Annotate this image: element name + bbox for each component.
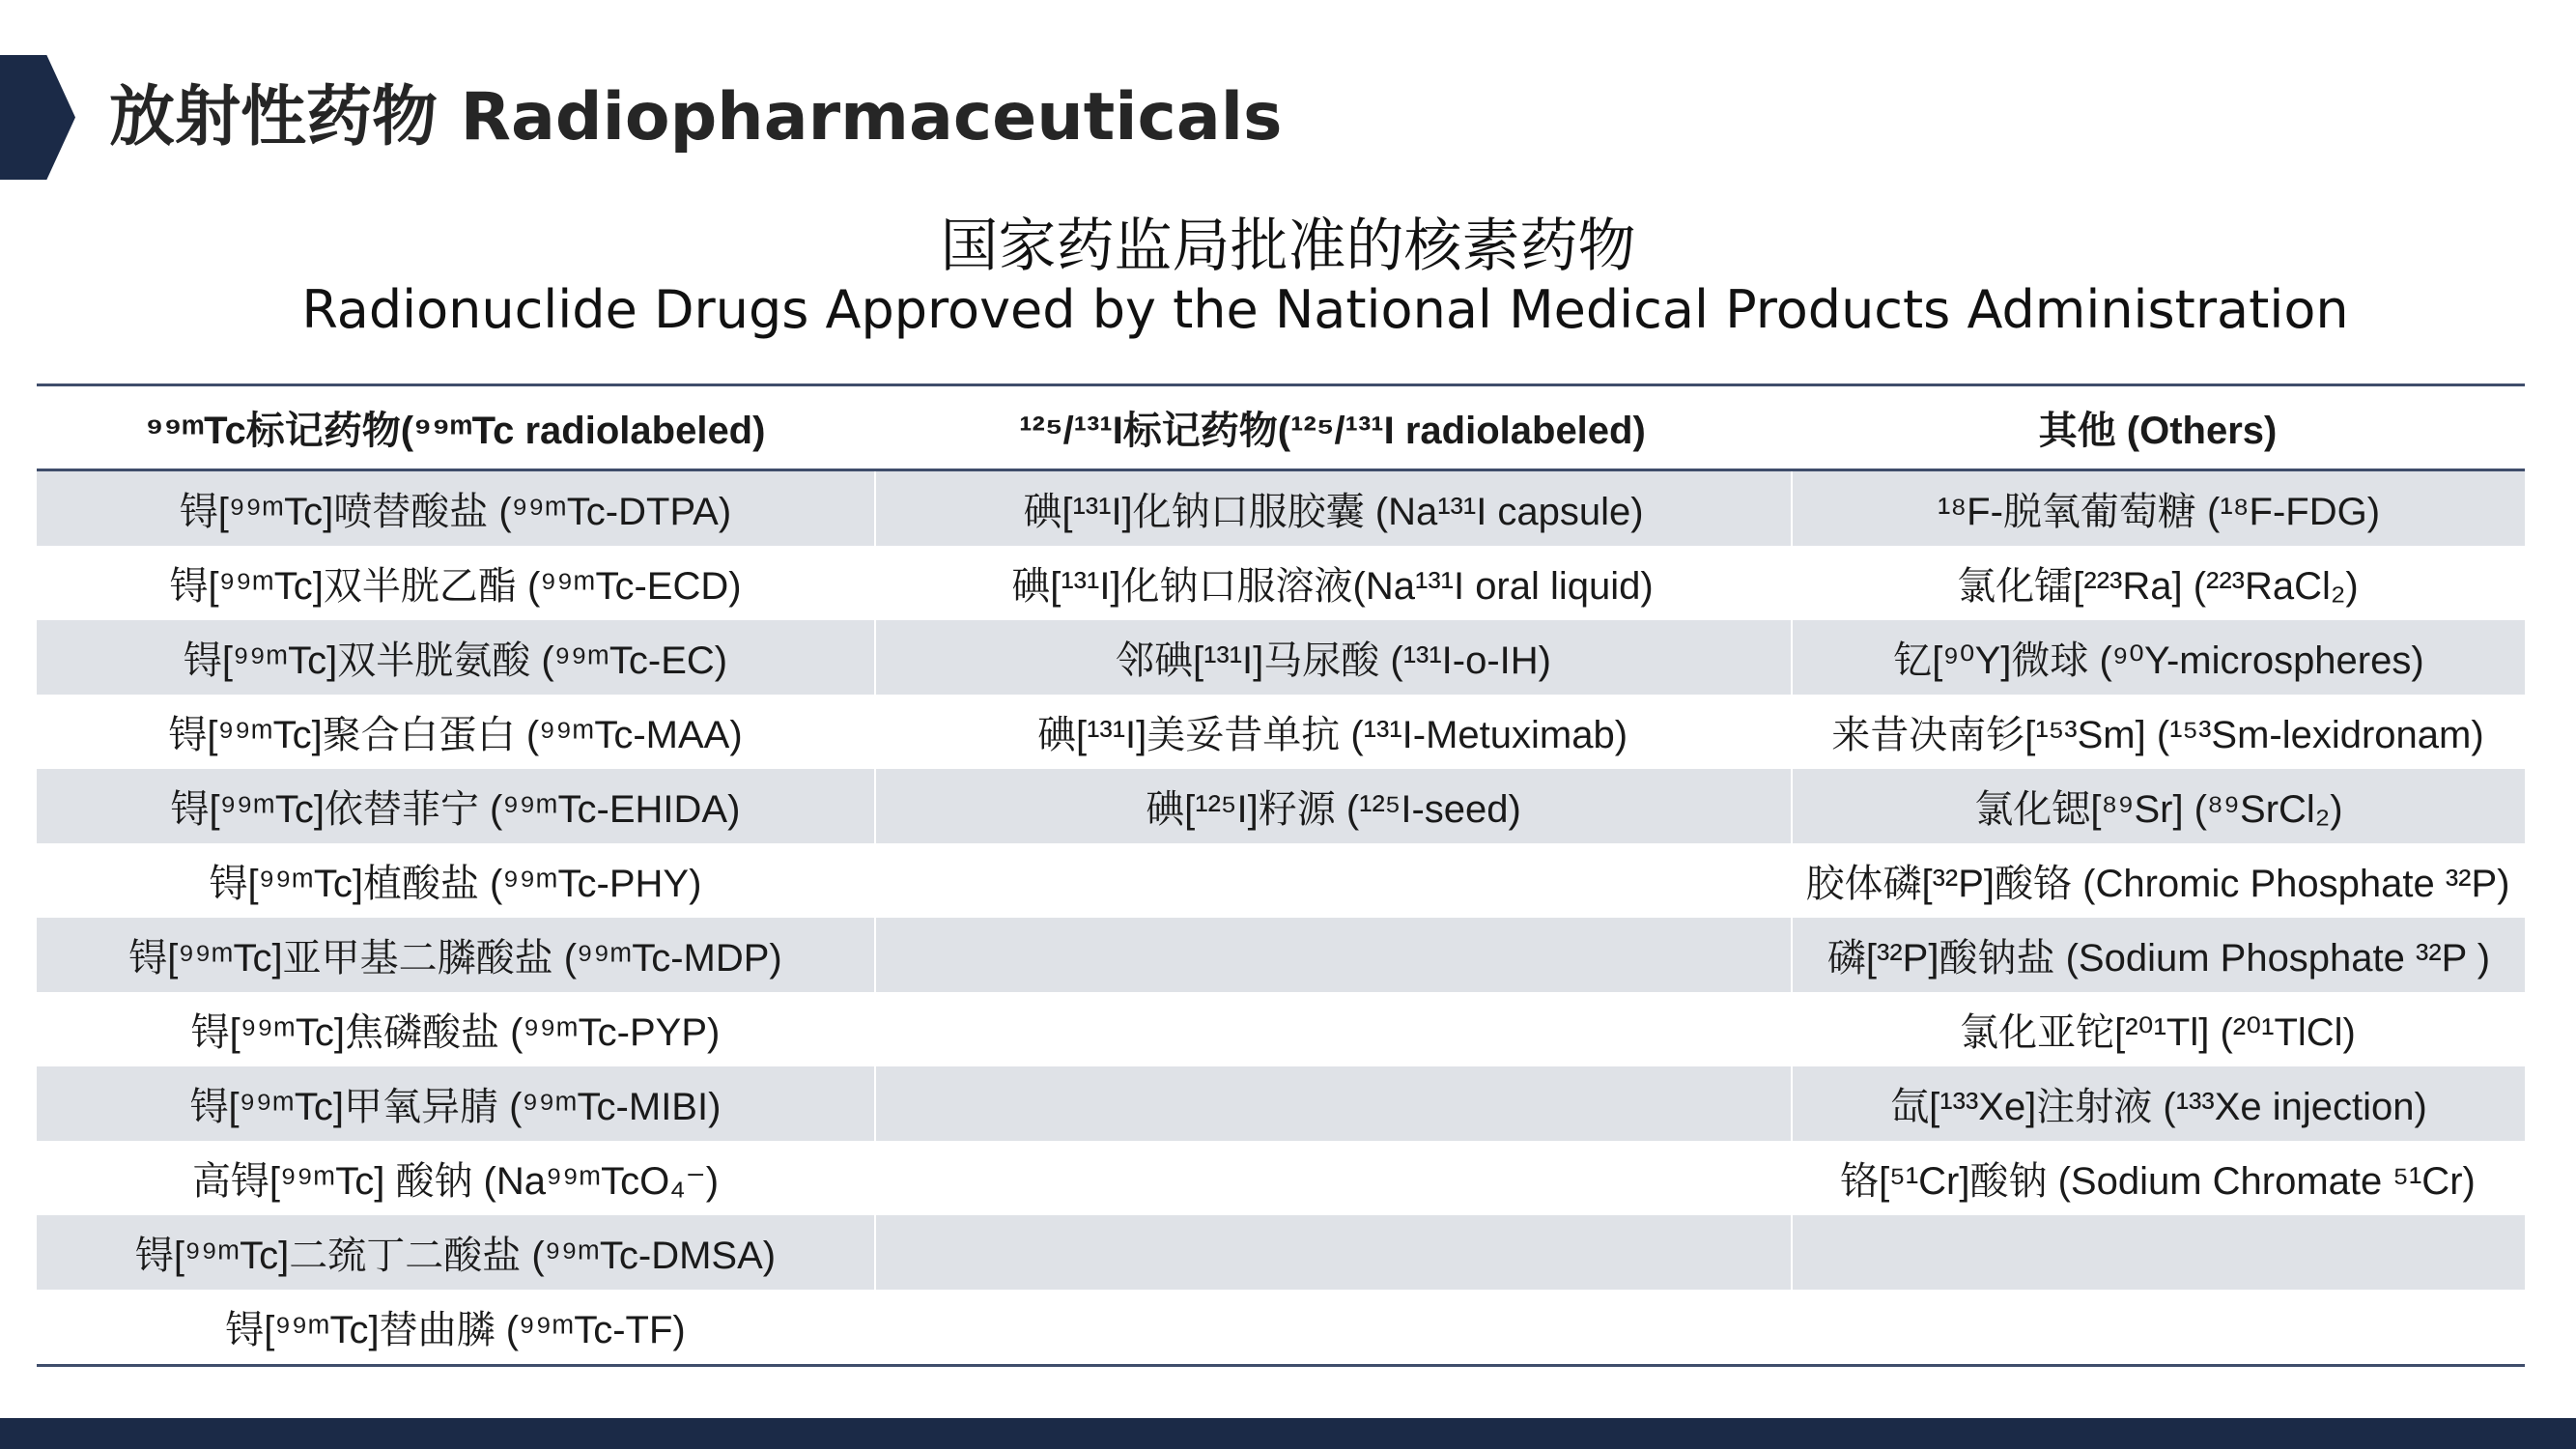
table-cell: 氙[¹³³Xe]注射液 (¹³³Xe injection): [1791, 1066, 2525, 1141]
table-row: [37, 471, 2525, 546]
table-row: [37, 992, 2525, 1066]
table-cell: [874, 918, 1791, 992]
table-cell: 锝[⁹⁹ᵐTc]依替菲宁 (⁹⁹ᵐTc-EHIDA): [170, 788, 741, 831]
header-tc-radiolabeled: ⁹⁹ᵐTc标记药物(⁹⁹ᵐTc radiolabeled): [145, 410, 766, 452]
table-title-chinese: 国家药监局批准的核素药物: [940, 213, 1636, 280]
table-row: [37, 546, 2525, 620]
table-cell: [874, 1141, 1791, 1215]
table-row: [37, 1066, 2525, 1141]
table-cell: 锝[⁹⁹ᵐTc]喷替酸盐 (⁹⁹ᵐTc-DTPA): [179, 491, 732, 533]
table-cell: 锝[⁹⁹ᵐTc]二巯丁二酸盐 (⁹⁹ᵐTc-DMSA): [134, 1235, 777, 1277]
table-cell: 锝[⁹⁹ᵐTc]甲氧异腈 (⁹⁹ᵐTc-MIBI): [189, 1086, 722, 1128]
table-cell: 铬[⁵¹Cr]酸钠 (Sodium Chromate ⁵¹Cr): [1840, 1160, 2476, 1203]
table-cell: 来昔决南钐[¹⁵³Sm] (¹⁵³Sm-lexidronam): [1831, 714, 2484, 756]
header-others: 其他 (Others): [2038, 410, 2278, 452]
table-row: [37, 1215, 2525, 1290]
table-cell: 碘[¹³¹I]化钠口服胶囊 (Na¹³¹I capsule): [874, 471, 1791, 546]
table-cell: 碘[¹³¹I]化钠口服溶液(Na¹³¹I oral liquid): [1011, 565, 1654, 608]
table-title-english: Radionuclide Drugs Approved by the National Medical Products Administration: [301, 279, 2349, 340]
table-cell: [1791, 1290, 2525, 1364]
table-cell: 高锝[⁹⁹ᵐTc] 酸钠 (Na⁹⁹ᵐTcO₄⁻): [191, 1160, 720, 1203]
footer-bar: [0, 1418, 2576, 1449]
table-cell: 碘[¹²⁵I]籽源 (¹²⁵I-seed): [874, 769, 1791, 843]
table-cell: 氯化亚铊[²⁰¹Tl] (²⁰¹TlCl): [1960, 1011, 2356, 1054]
table-cell: 碘[¹³¹I]美妥昔单抗 (¹³¹I-Metuximab): [1036, 714, 1628, 756]
table-cell: 邻碘[¹³¹I]马尿酸 (¹³¹I-o-IH): [874, 620, 1791, 695]
table-cell: 锝[⁹⁹ᵐTc]双半胱氨酸 (⁹⁹ᵐTc-EC): [183, 639, 728, 682]
table-row: [37, 695, 2525, 769]
title-chevron-marker: [0, 55, 75, 180]
table-row: [37, 620, 2525, 695]
table-cell: ¹⁸F-脱氧葡萄糖 (¹⁸F-FDG): [1791, 471, 2525, 546]
table-row: [37, 769, 2525, 843]
header-iodine-radiolabeled: ¹²⁵/¹³¹I标记药物(¹²⁵/¹³¹I radiolabeled): [1019, 410, 1646, 452]
table-cell: 氯化镭[²²³Ra] (²²³RaCl₂): [1957, 565, 2359, 608]
table-cell: [874, 843, 1791, 918]
table-row: [37, 918, 2525, 992]
table-cell: 锝[⁹⁹ᵐTc]双半胱乙酯 (⁹⁹ᵐTc-ECD): [169, 565, 742, 608]
table-cell: 锝[⁹⁹ᵐTc]植酸盐 (⁹⁹ᵐTc-PHY): [209, 863, 702, 905]
table-cell: 胶体磷[³²P]酸铬 (Chromic Phosphate ³²P): [1805, 863, 2510, 905]
table-cell: 锝[⁹⁹ᵐTc]焦磷酸盐 (⁹⁹ᵐTc-PYP): [190, 1011, 721, 1054]
table-cell: 氯化锶[⁸⁹Sr] (⁸⁹SrCl₂): [1791, 769, 2525, 843]
table-cell: [1791, 1215, 2525, 1290]
table-cell: 锝[⁹⁹ᵐTc]替曲膦 (⁹⁹ᵐTc-TF): [225, 1309, 686, 1351]
table-cell: 锝[⁹⁹ᵐTc]聚合白蛋白 (⁹⁹ᵐTc-MAA): [168, 714, 743, 756]
table-cell: 磷[³²P]酸钠盐 (Sodium Phosphate ³²P ): [1791, 918, 2525, 992]
table-row: [37, 843, 2525, 918]
table-cell: [874, 992, 1791, 1066]
table-cell: 锝[⁹⁹ᵐTc]亚甲基二膦酸盐 (⁹⁹ᵐTc-MDP): [128, 937, 782, 980]
table-cell: [874, 1215, 1791, 1290]
table-row: [37, 1290, 2525, 1364]
page-title: 放射性药物 Radiopharmaceuticals: [109, 79, 1283, 156]
table-cell: [874, 1066, 1791, 1141]
radiopharmaceutical-table: [37, 384, 2525, 1367]
table-cell: [874, 1290, 1791, 1364]
table-header-row: [37, 386, 2525, 471]
table-cell: 钇[⁹⁰Y]微球 (⁹⁰Y-microspheres): [1791, 620, 2525, 695]
table-row: [37, 1141, 2525, 1215]
